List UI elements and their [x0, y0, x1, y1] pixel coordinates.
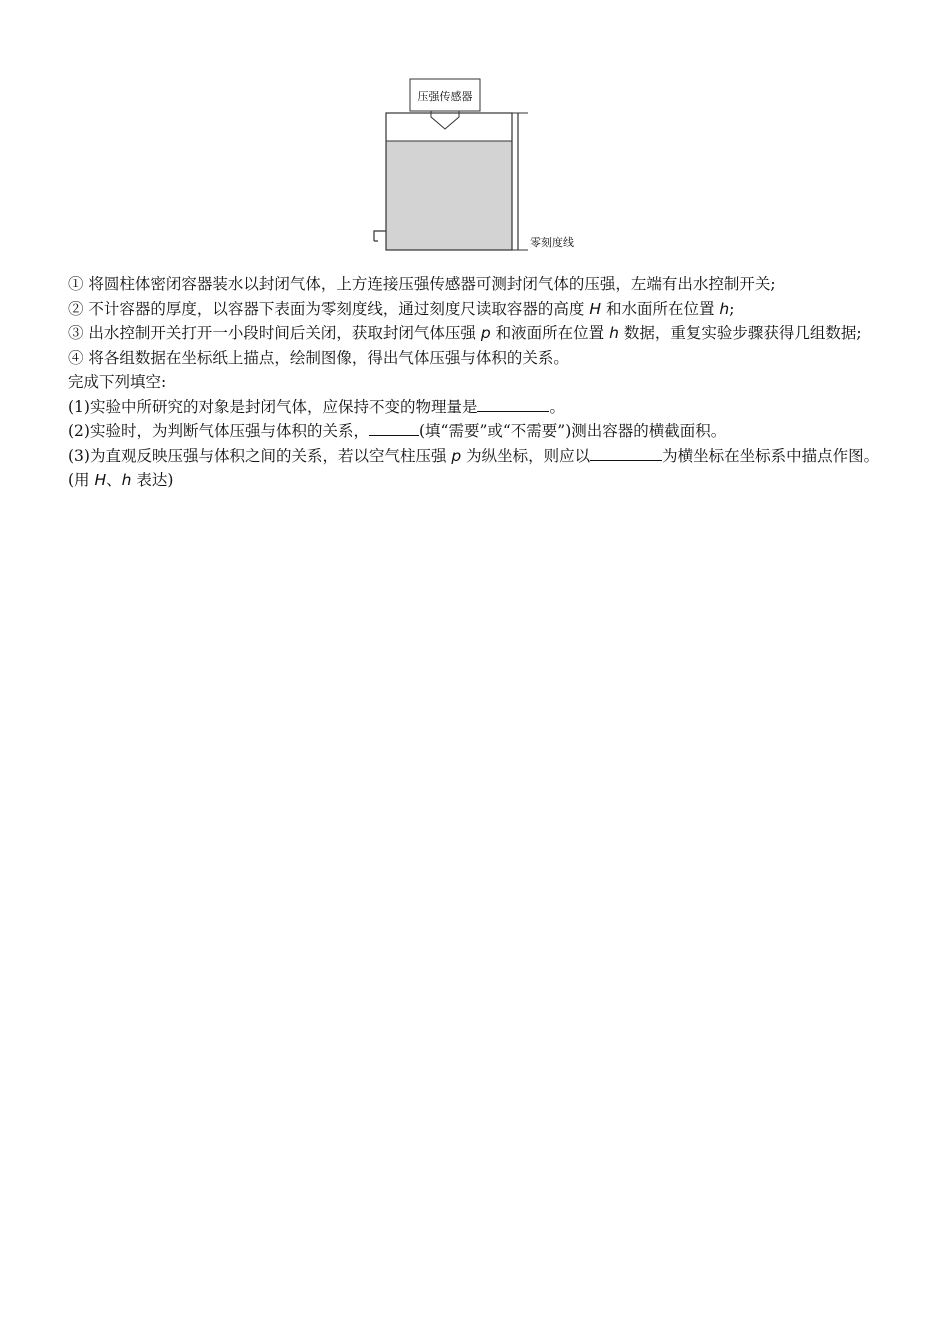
- step-2-text: 和水面所在位置: [601, 299, 720, 318]
- step-2-text: ;: [729, 299, 735, 318]
- answer-blank-3[interactable]: [590, 444, 662, 461]
- var-p: p: [480, 324, 491, 342]
- sensor-label: 压强传感器: [417, 90, 473, 103]
- question-1: [68, 395, 883, 420]
- question-3-text: 为横坐标在坐标系中描点作图。(用: [68, 446, 880, 489]
- sensor-probe: [431, 111, 459, 129]
- var-H: H: [589, 299, 602, 318]
- question-3: [68, 444, 883, 493]
- question-3-text: 表达): [131, 471, 174, 489]
- problem-text: [68, 272, 883, 493]
- var-p: p: [451, 446, 462, 465]
- question-2-text: (2)实验时，为判断气体压强与体积的关系，: [68, 422, 369, 440]
- answer-blank-2[interactable]: [369, 419, 419, 436]
- var-h: h: [719, 299, 730, 318]
- answer-blank-1[interactable]: [477, 395, 549, 412]
- step-3-text: 数据，重复实验步骤获得几组数据;: [618, 324, 862, 342]
- step-2: [68, 297, 883, 322]
- step-4: [68, 346, 883, 371]
- container-diagram: [360, 75, 600, 260]
- step-4-text: ④ 将各组数据在坐标纸上描点，绘制图像，得出气体压强与体积的关系。: [68, 348, 569, 367]
- question-2-text: (填“需要”或“不需要”)测出容器的横截面积。: [418, 422, 727, 440]
- var-h: h: [121, 471, 132, 489]
- step-1-text: ① 将圆柱体密闭容器装水以封闭气体，上方连接压强传感器可测封闭气体的压强，左端有出水控制开关;: [68, 275, 776, 293]
- question-3-text: 为纵坐标，则应以: [461, 446, 591, 465]
- var-h: h: [609, 324, 619, 342]
- water-body: [386, 141, 512, 250]
- question-3-text: 、: [106, 471, 122, 489]
- question-1-text: 。: [549, 397, 565, 416]
- outlet-switch: [374, 231, 386, 241]
- question-3-text: (3)为直观反映压强与体积之间的关系，若以空气柱压强: [68, 446, 452, 465]
- step-3: [68, 321, 883, 346]
- var-H: H: [94, 471, 107, 489]
- intro-text: 完成下列填空:: [68, 373, 167, 391]
- step-2-text: ② 不计容器的厚度，以容器下表面为零刻度线，通过刻度尺读取容器的高度: [68, 299, 590, 318]
- step-3-text: 和液面所在位置: [490, 324, 610, 342]
- question-1-text: (1)实验中所研究的对象是封闭气体，应保持不变的物理量是: [68, 397, 478, 416]
- question-2: [68, 419, 883, 444]
- questions-intro: [68, 370, 883, 395]
- zero-line-label: 零刻度线: [530, 236, 574, 249]
- container-diagram-svg: [360, 75, 600, 260]
- step-3-text: ③ 出水控制开关打开一小段时间后关闭，获取封闭气体压强: [68, 324, 481, 342]
- step-1: [68, 272, 883, 297]
